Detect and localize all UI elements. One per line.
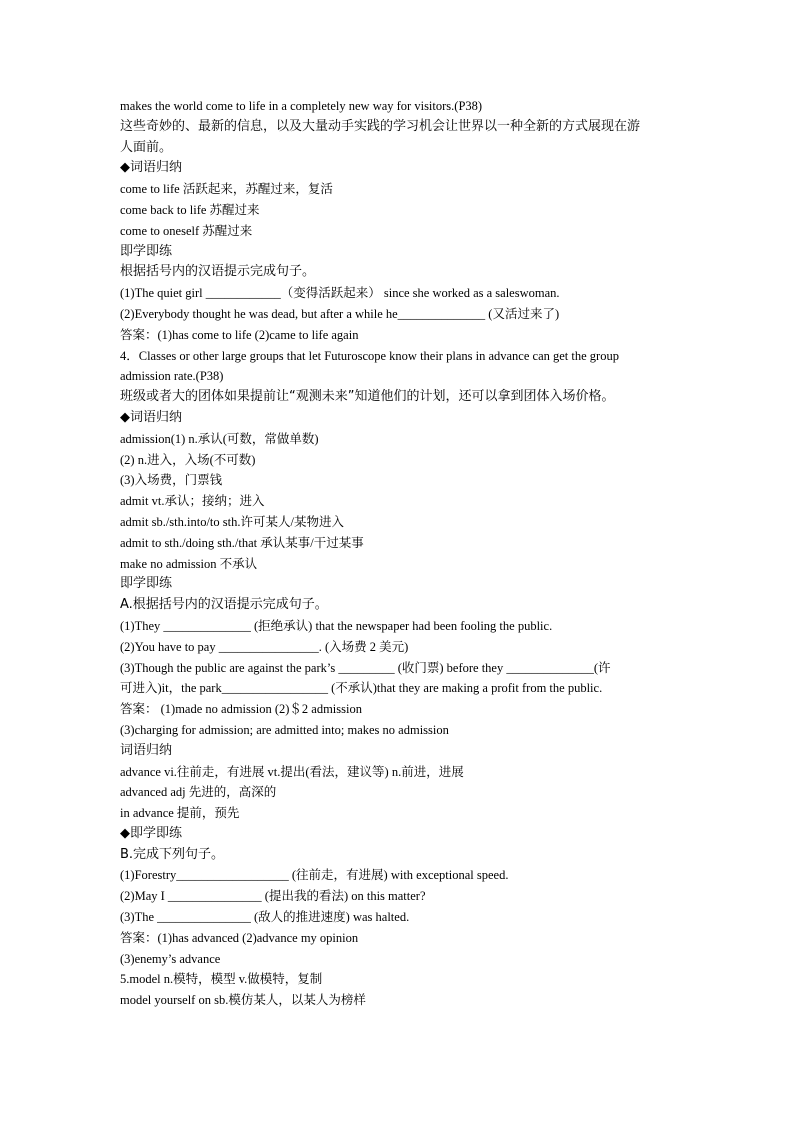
text-line: advance vi.往前走，有进展 vt.提出(看法，建议等) n.前进，进展 [120,764,464,779]
text-line: admit to sth./doing sth./that 承认某事/干过某事 [120,535,364,550]
exercise-line: (2)You have to pay ________________. (入场费 2 美元) [120,639,409,654]
exercise-line: (1)The quiet girl ____________（变得活跃起来） since she worked as a saleswoman. [120,286,560,301]
text-line: 人面前。 [120,139,173,155]
section-heading: 即学即练 [120,576,173,592]
text-line: 这些奇妙的、最新的信息，以及大量动手实践的学习机会让世界以一种全新的方式展现在游 [120,118,641,134]
text-line: admission rate.(P38) [120,369,224,384]
answer-line: (3)enemy’s advance [120,951,221,966]
text-line: admit sb./sth.into/to sth.许可某人/某物进入 [120,514,344,529]
text-line: B.完成下列句子。 [120,846,225,862]
answer-line: 答案：(1)has come to life (2)came to life again [120,327,359,342]
text-line: make no admission 不承认 [120,556,258,571]
section-heading: ◆即学即练 [120,825,182,841]
section-heading: ◆词语归纳 [120,160,182,176]
text-line: A.根据括号内的汉语提示完成句子。 [120,597,328,613]
answer-line: (3)charging for admission; are admitted into; makes no admission [120,722,449,737]
exercise-line: (2)May I _______________ (提出我的看法) on this matter? [120,889,426,904]
exercise-line: (1)They ______________ (拒绝承认) that the newspaper had been fooling the public. [120,618,553,633]
exercise-line: (2)Everybody thought he was dead, but after a while he______________ (又活过来了) [120,306,560,321]
exercise-line: (3)Though the public are against the park’s _________ (收门票) before they ______________(许 [120,660,611,675]
text-line: 5.model n.模特，模型 v.做模特，复制 [120,972,323,987]
text-line: 班级或者大的团体如果提前让“观测未来”知道他们的计划，还可以拿到团体入场价格。 [120,389,615,405]
text-line: 4．Classes or other large groups that let Futuroscope know their plans in advance can get the group [120,348,619,363]
exercise-line: 可进入)it，the park_________________ (不承认)that they are making a profit from the public. [120,681,603,696]
document-page [120,96,680,1011]
text-line: in advance 提前，预先 [120,806,240,821]
text-line: admission(1) n.承认(可数，常做单数) [120,431,319,446]
text-line: (2) n.进入，入场(不可数) [120,452,256,467]
answer-line: 答案：(1)has advanced (2)advance my opinion [120,930,359,945]
section-heading: 词语归纳 [120,742,173,758]
exercise-line: (3)The _______________ (敌人的推进速度) was halted. [120,910,410,925]
text-line: makes the world come to life in a completely new way for visitors.(P38) [120,99,483,113]
text-line: model yourself on sb.模仿某人，以某人为榜样 [120,993,366,1008]
text-line: admit vt.承认；接纳；进入 [120,494,265,509]
text-line: come to life 活跃起来，苏醒过来，复活 [120,182,333,197]
text-line: come to oneself 苏醒过来 [120,223,253,238]
text-line: come back to life 苏醒过来 [120,202,260,217]
text-line: (3)入场费，门票钱 [120,473,223,488]
section-heading: 即学即练 [120,243,173,259]
section-heading: ◆词语归纳 [120,409,182,425]
text-line: 根据括号内的汉语提示完成句子。 [120,264,316,280]
exercise-line: (1)Forestry__________________ (往前走，有进展) with exceptional speed. [120,868,509,883]
answer-line: 答案： (1)made no admission (2)＄2 admission [120,702,362,717]
text-line: advanced adj 先进的，高深的 [120,785,277,800]
